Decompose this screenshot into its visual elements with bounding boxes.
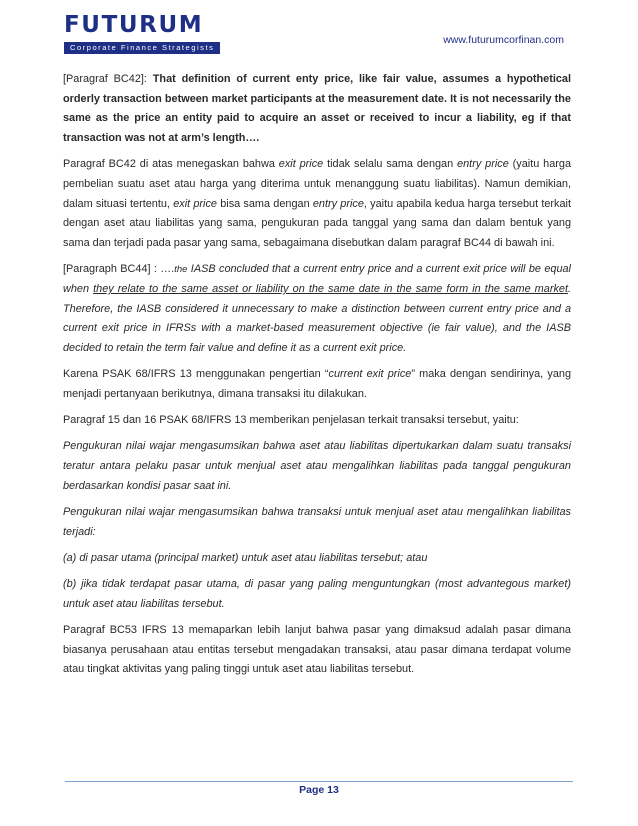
- text-run: (yaitu harga pembelian suatu aset atau harga yang diterima untuk menanggung suatu liabilitas). Namun demikian, dalam situasi tertentu,: [63, 158, 572, 210]
- logo-tagline: Corporate Finance Strategists: [64, 42, 220, 54]
- website-link[interactable]: www.futurumcorfinan.com: [443, 34, 564, 46]
- text-run: . Therefore, the IASB considered it unnecessary to make a distinction between current entry price and a current exit price in IFRSs with a market-based measurement objective (ie fair value), and the IASB decided to retain the term fair value and define it as a current exit price.: [63, 283, 571, 355]
- paragraph-bc42-quote: [63, 70, 571, 149]
- paragraph-15-16-intro: Paragraf 15 dan 16 PSAK 68/IFRS 13 memberikan penjelasan terkait transaksi tersebut, yaitu:: [63, 414, 519, 427]
- paragraph-quote-market-assumption: Pengukuran nilai wajar mengasumsikan bahwa transaksi untuk menjual aset atau mengalihkan liabilitas terjadi:: [63, 506, 571, 538]
- quote-reference: [Paragraph BC44] : ….: [63, 263, 175, 276]
- text-run: , yaitu apabila kedua harga tersebut terkait dengan aset atau liabilitas yang sama, pengukuran pada tanggal yang sama dan dalam bentuk yang sama dan terjadi pada pasar yang sama, sebagaimana disebutkan dalam paragraf BC44 di bawah ini.: [63, 197, 571, 250]
- term-current-exit-price: current exit price: [328, 368, 412, 381]
- quote-reference: [Paragraf BC42]:: [63, 73, 153, 85]
- text-run: Paragraf BC42 di atas menegaskan bahwa: [63, 158, 279, 171]
- paragraph-bc44-quote: [63, 260, 571, 359]
- underlined-condition: they relate to the same asset or liability on the same date in the same form in the same market: [93, 283, 568, 296]
- document-body: [63, 70, 571, 687]
- list-item-advantageous-market: (b) jika tidak terdapat pasar utama, di pasar yang paling menguntungkan (most advantegous market) untuk aset atau liabilitas tersebut.: [63, 578, 571, 610]
- list-item-principal-market: (a) di pasar utama (principal market) untuk aset atau liabilitas tersebut; atau: [63, 551, 428, 564]
- logo-wordmark: FUTURUM: [64, 12, 204, 38]
- paragraph-bc53: Paragraf BC53 IFRS 13 memaparkan lebih lanjut bahwa pasar yang dimaksud adalah pasar dimana biasanya perusahaan atau entitas tersebut mengadakan transaksi, atau pasar dimana terdapat volume atau tingkat aktivitas yang paling tinggi untuk aset atau liabilitas tersebut.: [63, 624, 571, 676]
- paragraph-psak68: [63, 365, 571, 404]
- text-run: tidak selalu sama dengan: [323, 158, 458, 171]
- term-entry-price: entry price: [312, 197, 364, 210]
- quote-text: That definition of current enty price, like fair value, assumes a hypothetical orderly transaction between market participants at the measurement date. It is not necessarily the same as the price an entity paid to acquire an asset or received to incur a liability, eg if that transaction was not at arm’s length….: [63, 73, 571, 145]
- text-run: Karena PSAK 68/IFRS 13 menggunakan pengertian “: [63, 368, 329, 381]
- text-run: IASB concluded that a current entry price and a current exit price will be equal when: [63, 263, 571, 296]
- text-run: bisa sama dengan: [216, 197, 313, 210]
- footer-divider: [65, 781, 573, 782]
- futurum-logo: [64, 14, 232, 55]
- text-run: the: [174, 264, 188, 276]
- term-exit-price: exit price: [173, 197, 217, 210]
- term-entry-price: entry price: [457, 158, 509, 171]
- paragraph-bc42-explanation: [63, 155, 571, 254]
- paragraph-quote-orderly-transaction: Pengukuran nilai wajar mengasumsikan bahwa aset atau liabilitas dipertukarkan dalam suatu transaksi teratur antara pelaku pasar untuk menjual aset atau mengalihkan liabilitas pada tanggal pengukuran berdasarkan kondisi pasar saat ini.: [63, 440, 571, 492]
- page-number: Page 13: [299, 784, 339, 796]
- text-run: ” maka dengan sendirinya, yang menjadi pertanyaan berikutnya, dimana transaksi itu dilakukan.: [63, 368, 572, 401]
- term-exit-price: exit price: [278, 158, 324, 171]
